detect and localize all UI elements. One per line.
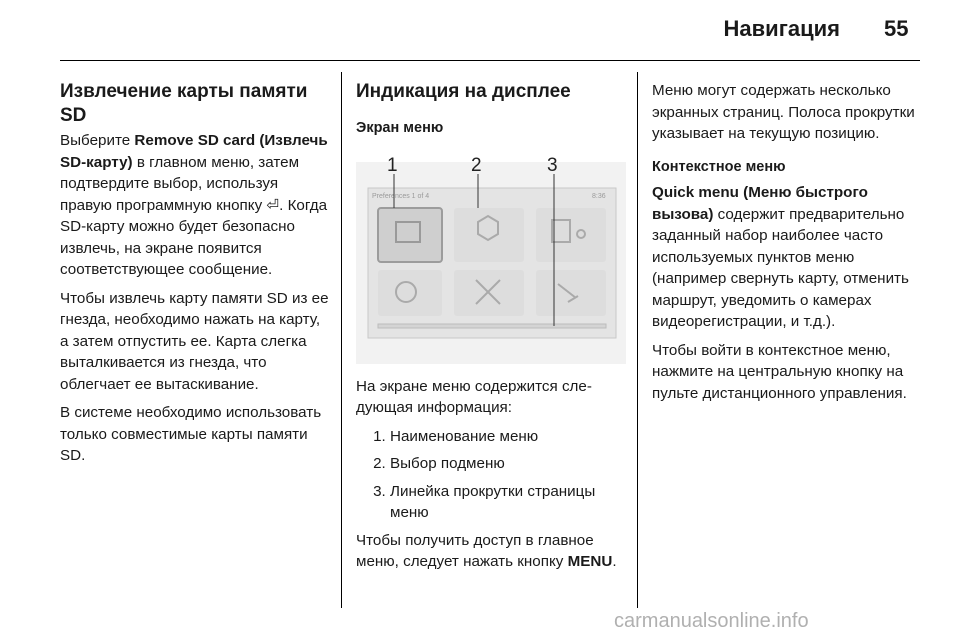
scroll-bar	[378, 324, 606, 328]
tile-selected	[378, 208, 442, 262]
text-run: содержит предварительно заданный набор наиболее часто используемых пунктов меню (например свернуть карту, отменить маршрут, уведомить о камерах видеорегистрации, и т.д.).	[652, 205, 909, 330]
menu-screen-figure	[356, 152, 626, 364]
list-item: 3. Линейка прокрутки страницы меню	[390, 481, 626, 524]
section-heading-remove-sd: Извлечение карты памяти SD	[60, 81, 308, 126]
subheading-menu-screen: Экран меню	[356, 120, 444, 136]
menu-screen-illustration	[356, 152, 626, 364]
callout-label-3: 3	[547, 154, 558, 176]
menu-item-reference: Remove SD card (Извлечь SD-карту)	[60, 132, 328, 171]
list-item: 2. Выбор подменю	[390, 453, 626, 475]
text-run: Выберите	[60, 132, 135, 149]
tile	[378, 270, 442, 316]
text-run: .	[612, 553, 617, 570]
watermark: carmanualsonline.info	[614, 610, 809, 632]
paragraph-remove-sd	[60, 130, 332, 281]
list-item: 1. Наименование меню	[390, 426, 626, 448]
column-divider-1	[341, 72, 342, 608]
page-number: 55	[884, 16, 909, 41]
section-heading-display: Индикация на дисплее	[356, 81, 571, 102]
paragraph-compatible-cards: В системе необходимо использовать только совместимые карты памяти SD.	[60, 404, 322, 464]
text-run: Чтобы получить доступ в главное меню, следует нажать кнопку	[356, 531, 594, 570]
paragraph-enter-context-menu: Чтобы войти в контекстное меню, нажмите на центральную кнопку на пульте дистанционного управления.	[652, 341, 907, 402]
quick-menu-reference: Quick menu (Меню быстрого вызова)	[652, 184, 868, 223]
page-header-title: Навигация	[723, 16, 840, 41]
callout-label-2: 2	[471, 154, 482, 176]
paragraph-menu-info: На экране меню содержится следующая информация:	[356, 377, 592, 416]
paragraph-menu-pages: Меню могут содержать несколько экранных страниц. Полоса прокрутки указывает на текущую позицию.	[652, 82, 915, 142]
column-3	[652, 80, 930, 411]
menu-info-list	[356, 426, 626, 524]
paragraph-quick-menu	[652, 182, 930, 333]
screen-title: Preferences 1 of 4	[372, 192, 430, 200]
menu-button-reference: MENU	[567, 553, 613, 570]
callout-label-1: 1	[387, 154, 398, 176]
paragraph-main-menu-access	[356, 530, 626, 573]
text-run: в главном меню, затем подтвердите выбор, используя правую программную кнопку ⏎. Когда SD-карту можно будет безопасно извлечь, на экране появится соответствующее сообщение.	[60, 153, 328, 278]
screen-time: 8:36	[592, 192, 606, 200]
paragraph-eject-card: Чтобы извлечь карту памяти SD из ее гнезда, необходимо нажать на карту, а затем отпустить ее. Карта слегка выталкивается из гнезда, что облегчает ее вытаскивание.	[60, 289, 329, 393]
column-1	[60, 80, 332, 474]
header-rule	[60, 60, 920, 61]
subheading-context-menu: Контекстное меню	[652, 158, 786, 175]
column-2	[356, 80, 626, 580]
column-divider-2	[637, 72, 638, 608]
